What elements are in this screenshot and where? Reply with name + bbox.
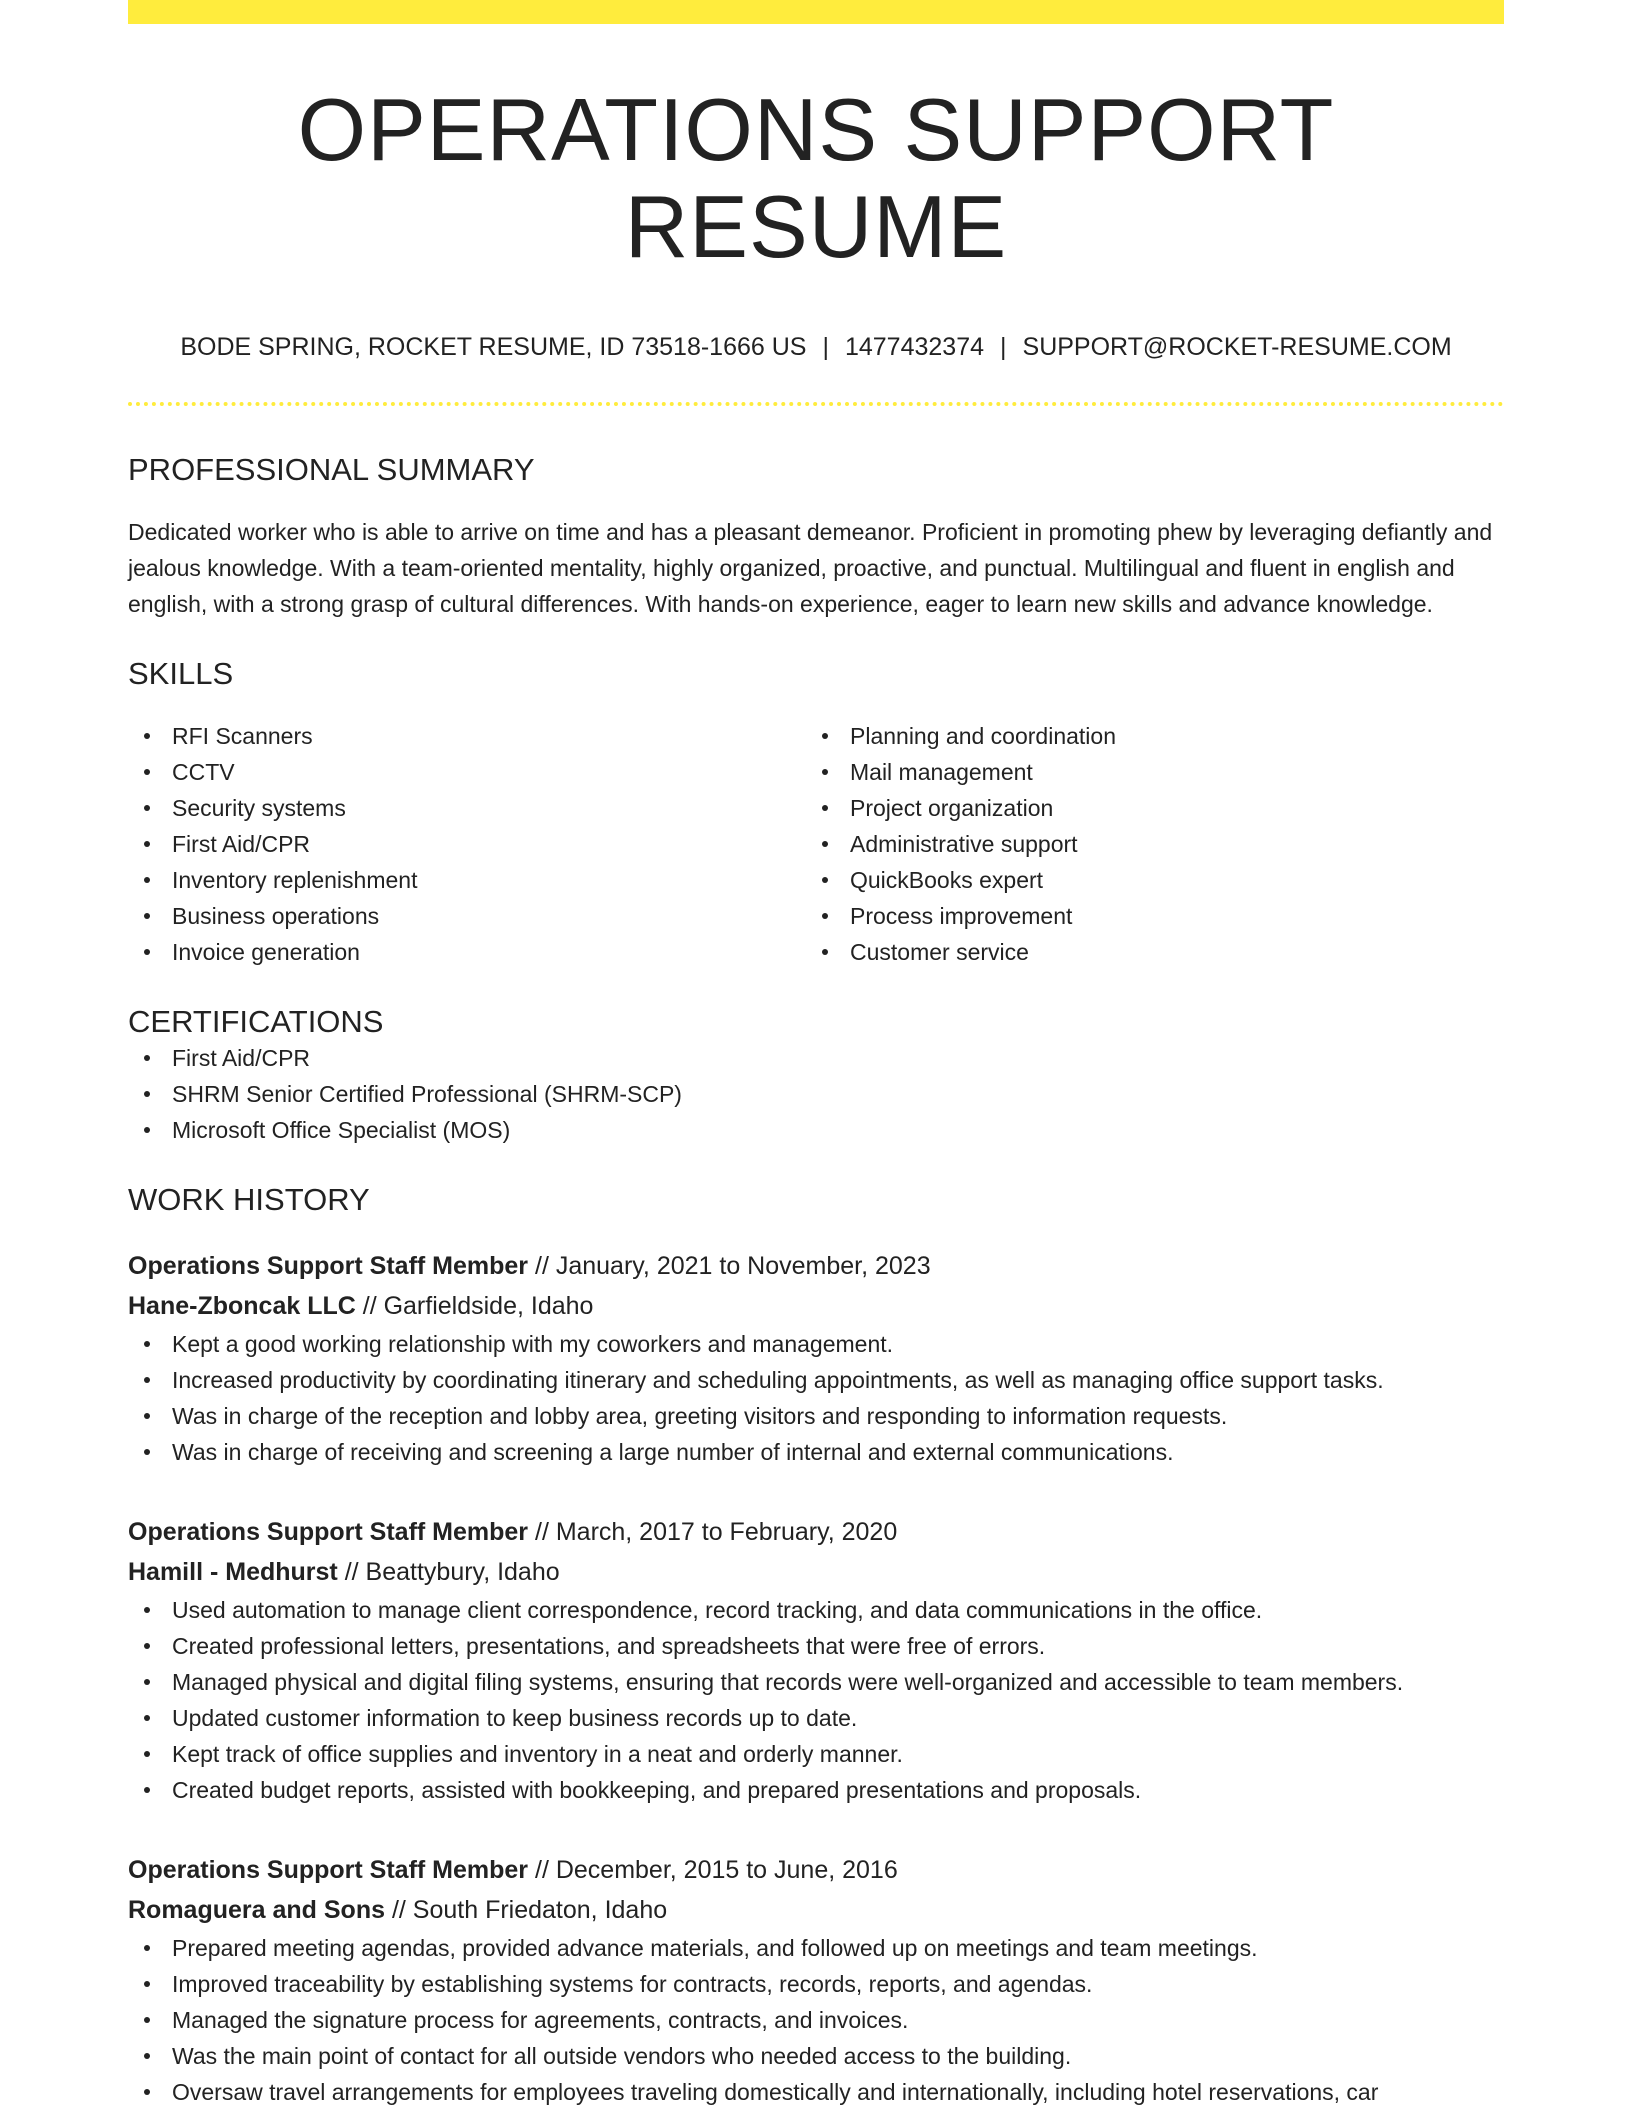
job-duty: Improved traceability by establishing systems for contracts, records, reports, and agendas. [128, 1966, 1504, 2002]
job-duty: Kept track of office supplies and inventory in a neat and orderly manner. [128, 1736, 1504, 1772]
job-duty: Increased productivity by coordinating itinerary and scheduling appointments, as well as managing office support tasks. [128, 1362, 1504, 1398]
skills-column-left [128, 718, 806, 970]
job-company: Romaguera and Sons [128, 1895, 385, 1924]
job-duty: Was in charge of receiving and screening a large number of internal and external communications. [128, 1434, 1504, 1470]
job-dates: // March, 2017 to February, 2020 [535, 1517, 898, 1546]
job-title: Operations Support Staff Member [128, 1251, 529, 1280]
job-location: // Beattybury, Idaho [344, 1557, 560, 1586]
job-entry [128, 1246, 1504, 1470]
job-location: // South Friedaton, Idaho [391, 1895, 668, 1924]
skill-item: Project organization [806, 790, 1484, 826]
job-duty: Managed physical and digital filing systems, ensuring that records were well-organized and accessible to team members. [128, 1664, 1504, 1700]
job-duty: Kept a good working relationship with my coworkers and management. [128, 1326, 1504, 1362]
job-title: Operations Support Staff Member [128, 1855, 529, 1884]
skills-list-right [806, 718, 1484, 970]
job-duties-list [128, 1930, 1504, 2110]
top-accent-bar [128, 0, 1504, 24]
skill-item: Administrative support [806, 826, 1484, 862]
certifications-heading: CERTIFICATIONS [128, 1003, 384, 1039]
contact-separator: | [822, 332, 829, 361]
job-location: // Garfieldside, Idaho [362, 1291, 594, 1320]
summary-text: Dedicated worker who is able to arrive on time and has a pleasant demeanor. Proficient in promoting phew by leveraging defiantly and jealous knowledge. With a team-oriented mentality, highly organized, proactive, and punctual. Multilingual and fluent in english and english, with a strong grasp of cultural differences. With hands-on experience, eager to learn new skills and advance knowledge. [128, 518, 1493, 617]
contact-line [128, 332, 1504, 362]
skills-heading: SKILLS [128, 655, 234, 691]
work-history-heading: WORK HISTORY [128, 1181, 370, 1217]
job-title-line [128, 1246, 1504, 1286]
skill-item: RFI Scanners [128, 718, 806, 754]
job-company: Hane-Zboncak LLC [128, 1291, 356, 1320]
job-title: Operations Support Staff Member [128, 1517, 529, 1546]
job-duty: Used automation to manage client correspondence, record tracking, and data communications in the office. [128, 1592, 1504, 1628]
job-duty: Prepared meeting agendas, provided advance materials, and followed up on meetings and team meetings. [128, 1930, 1504, 1966]
job-entry [128, 1850, 1504, 2110]
job-dates: // January, 2021 to November, 2023 [535, 1251, 931, 1280]
job-entry [128, 1512, 1504, 1808]
job-title-line [128, 1850, 1504, 1890]
certification-item: SHRM Senior Certified Professional (SHRM-SCP) [128, 1076, 1504, 1112]
skill-item: First Aid/CPR [128, 826, 806, 862]
address-text: BODE SPRING, ROCKET RESUME, ID 73518-1666 US [180, 332, 807, 361]
skill-item: Business operations [128, 898, 806, 934]
job-duty: Created professional letters, presentations, and spreadsheets that were free of errors. [128, 1628, 1504, 1664]
job-company: Hamill - Medhurst [128, 1557, 338, 1586]
job-duty: Oversaw travel arrangements for employees traveling domestically and internationally, including hotel reservations, car [128, 2074, 1504, 2110]
dotted-divider [128, 402, 1504, 406]
job-company-line [128, 1286, 1504, 1326]
certifications-list [128, 1040, 1504, 1148]
job-company-line [128, 1890, 1504, 1930]
skill-item: Inventory replenishment [128, 862, 806, 898]
skills-list-left [128, 718, 806, 970]
job-duty: Was in charge of the reception and lobby area, greeting visitors and responding to information requests. [128, 1398, 1504, 1434]
skill-item: Invoice generation [128, 934, 806, 970]
resume-page [128, 0, 1504, 2110]
phone-text: 1477432374 [844, 332, 985, 361]
job-duty: Managed the signature process for agreements, contracts, and invoices. [128, 2002, 1504, 2038]
job-duties-list [128, 1592, 1504, 1808]
skill-item: Process improvement [806, 898, 1484, 934]
skill-item: Mail management [806, 754, 1484, 790]
job-dates: // December, 2015 to June, 2016 [535, 1855, 898, 1884]
job-duties-list [128, 1326, 1504, 1470]
certification-item: First Aid/CPR [128, 1040, 1504, 1076]
skill-item: Customer service [806, 934, 1484, 970]
skill-item: CCTV [128, 754, 806, 790]
job-company-line [128, 1552, 1504, 1592]
job-title-line [128, 1512, 1504, 1552]
resume-title: OPERATIONS SUPPORT RESUME [297, 80, 1335, 276]
job-duty: Updated customer information to keep business records up to date. [128, 1700, 1504, 1736]
job-duty: Was the main point of contact for all outside vendors who needed access to the building. [128, 2038, 1504, 2074]
contact-separator: | [1000, 332, 1007, 361]
certification-item: Microsoft Office Specialist (MOS) [128, 1112, 1504, 1148]
skill-item: QuickBooks expert [806, 862, 1484, 898]
skill-item: Planning and coordination [806, 718, 1484, 754]
skill-item: Security systems [128, 790, 806, 826]
summary-heading: PROFESSIONAL SUMMARY [128, 451, 535, 487]
job-duty: Created budget reports, assisted with bookkeeping, and prepared presentations and proposals. [128, 1772, 1504, 1808]
email-link[interactable]: SUPPORT@ROCKET-RESUME.COM [1022, 332, 1452, 361]
skills-grid [128, 718, 1504, 970]
skills-column-right [806, 718, 1484, 970]
